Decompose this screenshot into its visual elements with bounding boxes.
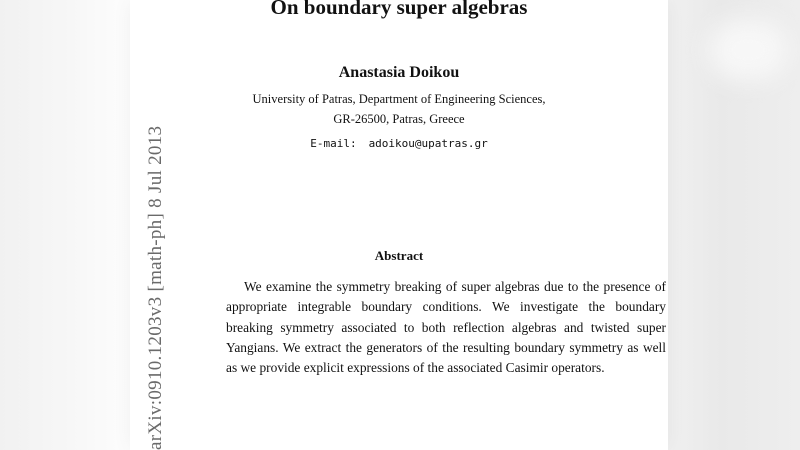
email-line	[130, 137, 668, 150]
blurred-background-left	[0, 0, 130, 450]
abstract-heading: Abstract	[374, 248, 424, 263]
email-label: E-mail:	[310, 137, 357, 150]
blurred-background-right	[668, 0, 800, 450]
affiliation-line-2: GR-26500, Patras, Greece	[333, 112, 465, 126]
paper-title: On boundary super algebras	[270, 0, 528, 19]
arxiv-stamp: arXiv:0910.1203v3 [math-ph] 8 Jul 2013	[145, 125, 166, 450]
author-name: Anastasia Doikou	[338, 64, 460, 81]
affiliation-line-1: University of Patras, Department of Engineering Sciences,	[252, 92, 546, 106]
abstract-text: We examine the symmetry breaking of super algebras due to the presence of appropriate integrable boundary conditions. We investigate the boundary breaking symmetry associated to both reflection algebras and twisted super Yangians. We extract the generators of the resulting boundary symmetry as well as we provide explicit expressions of the associated Casimir operators.	[226, 279, 666, 376]
email-address: adoikou@upatras.gr	[368, 137, 488, 150]
